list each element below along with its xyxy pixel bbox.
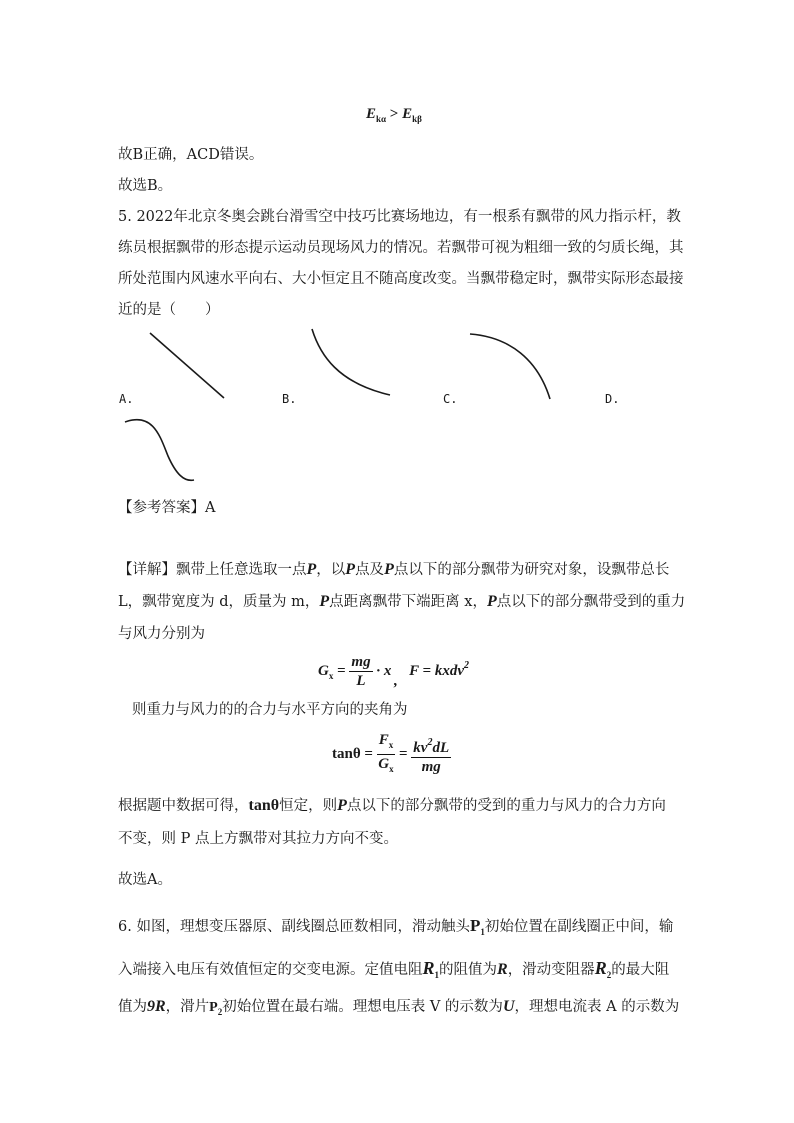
symbol-r2 — [595, 958, 612, 978]
eq-g-comma: , — [393, 672, 398, 689]
eq-tan-fraction-1 — [377, 732, 396, 777]
symbol-p: P — [345, 561, 356, 578]
top-eq-lhs: E — [366, 106, 377, 122]
question-5-line-1: 5. 2022年北京冬奥会跳台滑雪空中技巧比赛场地边，有一根系有飘带的风力指示杆，教 — [118, 209, 681, 225]
symbol-p: P — [319, 593, 330, 610]
symbol-p2-sub: 2 — [217, 1007, 223, 1017]
detail-line-5 — [118, 796, 666, 816]
q6-2a: 入端接入电压有效值恒定的交变电源。定值电阻 — [118, 962, 423, 978]
detail-2c: 点以下的部分飘带受到的重力 — [496, 594, 686, 610]
eq-tan-equals: = — [398, 745, 408, 762]
eq-g: G — [318, 662, 329, 679]
q6-2c: ，滑动变阻器 — [507, 962, 595, 978]
q6-3c: 初始位置在最右端。理想电压表 V 的示数为 — [222, 999, 503, 1015]
q6-3a: 值为 — [118, 999, 147, 1015]
eq-tan-num1-sub: x — [388, 740, 394, 750]
question-5-line-4: 近的是（ ） — [118, 302, 220, 318]
eq-tan-lhs: tanθ = — [332, 745, 373, 762]
eq-tan-num2-tail: dL — [432, 739, 450, 756]
q6-2d: 的最大阻 — [611, 962, 670, 978]
option-d-figure — [118, 410, 208, 490]
top-eq-rhs-sub: kβ — [412, 114, 422, 124]
top-eq-rhs: E — [402, 106, 413, 122]
detail-line-2 — [118, 592, 685, 612]
eq-g-den: L — [356, 673, 366, 689]
q6-3d: ，理想电流表 A 的示数为 — [514, 999, 680, 1015]
symbol-p: P — [306, 561, 317, 578]
option-b-label[interactable]: B. — [282, 392, 297, 406]
option-d-label[interactable]: D. — [605, 392, 620, 406]
detail-line-4: 则重力与风力的的合力与水平方向的夹角为 — [132, 702, 408, 718]
option-a-label[interactable]: A. — [119, 392, 134, 406]
top-equation — [366, 106, 422, 124]
symbol-p: P — [384, 561, 394, 578]
eq-tan-num1-f: F — [378, 732, 389, 748]
symbol-r: R — [497, 961, 508, 978]
eq-tan-den1-g: G — [378, 756, 390, 772]
symbol-r2-sub: 2 — [606, 970, 612, 980]
ribbon-a-curve — [150, 333, 224, 398]
eq-g-tail: · x — [376, 662, 392, 679]
eq-g-fraction — [349, 654, 372, 689]
eq-tan-num1 — [377, 732, 396, 755]
symbol-u: U — [502, 998, 515, 1015]
detail-1b: ，以 — [316, 562, 346, 578]
symbol-p: P — [486, 593, 497, 610]
eq-tan-den2: mg — [421, 758, 441, 775]
question-6-line-1 — [118, 916, 673, 942]
detail-line-6: 不变，则 P 点上方飘带对其拉力方向不变。 — [118, 831, 398, 847]
answer-line: 【参考答案】A — [118, 500, 216, 516]
symbol-r1 — [423, 958, 440, 978]
question-6-line-3 — [118, 997, 679, 1022]
q6-1b: 初始位置在副线圈正中间，输 — [484, 919, 674, 935]
option-c-figure — [460, 325, 560, 405]
option-c-label[interactable]: C. — [443, 392, 458, 406]
symbol-p1-sub: 1 — [480, 927, 485, 937]
eq-tan-num2-sup: 2 — [427, 736, 433, 748]
detail-1d: 点以下的部分飘带为研究对象，设飘带总长 — [393, 562, 670, 578]
detail-line-1 — [118, 560, 669, 580]
eq-tan-den1-sub: x — [389, 764, 394, 774]
option-a-figure — [140, 325, 240, 405]
symbol-p1 — [470, 916, 485, 935]
q6-1a: 6. 如图，理想变压器原、副线圈总匝数相同，滑动触头 — [118, 919, 470, 935]
eq-g-equals: = — [337, 662, 346, 679]
detail-5c: 点以下的部分飘带的受到的重力与风力的合力方向 — [346, 798, 666, 814]
eq-tan-num2 — [411, 735, 451, 758]
symbol-r2-letter: R — [594, 958, 607, 978]
eq-tan-fraction-2 — [411, 735, 451, 775]
gravity-wind-equation — [318, 654, 469, 689]
symbol-tan-theta: tanθ — [248, 797, 280, 814]
symbol-r1-sub: 1 — [434, 970, 440, 980]
eq-g-sub: x — [328, 670, 334, 681]
option-b-figure — [300, 325, 400, 405]
symbol-p2 — [209, 1000, 222, 1015]
detail-5a: 根据题中数据可得， — [118, 798, 249, 814]
q6-2b: 的阻值为 — [439, 962, 498, 978]
detail-5b: 恒定，则 — [279, 798, 338, 814]
eq-g-num: mg — [351, 654, 371, 670]
eq-tan-num2-kv: kv — [413, 739, 428, 756]
q6-3b: ，滑片 — [165, 999, 210, 1015]
detail-1a: 【详解】飘带上任意选取一点 — [118, 562, 307, 578]
question-5-line-3: 所处范围内风速水平向右、大小恒定且不随高度改变。当飘带稳定时，飘带实际形态最接 — [118, 271, 684, 287]
choose-b-line: 故选B。 — [118, 178, 173, 194]
symbol-p1-letter: P — [469, 916, 481, 935]
question-5-line-2: 练员根据飘带的形态提示运动员现场风力的情况。若飘带可视为粗细一致的匀质长绳，其 — [118, 240, 684, 256]
eq-f-sup: 2 — [464, 659, 470, 671]
top-eq-op: > — [389, 106, 399, 122]
eq-tan-den1 — [377, 755, 396, 777]
detail-2a: L，飘带宽度为 d，质量为 m， — [118, 594, 320, 610]
ribbon-c-curve — [470, 334, 550, 399]
ribbon-b-curve — [312, 329, 390, 395]
conclusion-line: 故B正确，ACD错误。 — [118, 147, 264, 163]
tan-equation — [332, 732, 451, 777]
question-6-line-2 — [118, 958, 669, 985]
detail-line-3: 与风力分别为 — [118, 626, 205, 642]
ribbon-d-curve — [125, 420, 194, 481]
eq-f: F = kxdv — [409, 662, 465, 679]
symbol-9r: 9R — [147, 998, 166, 1015]
detail-2b: 点距离飘带下端距离 x， — [329, 594, 487, 610]
choose-a-line: 故选A。 — [118, 872, 172, 888]
symbol-p2-letter: P — [209, 1000, 218, 1015]
top-eq-lhs-sub: kα — [376, 114, 387, 124]
detail-1c: 点及 — [355, 562, 385, 578]
symbol-r1-letter: R — [422, 958, 435, 978]
symbol-p: P — [337, 797, 347, 814]
